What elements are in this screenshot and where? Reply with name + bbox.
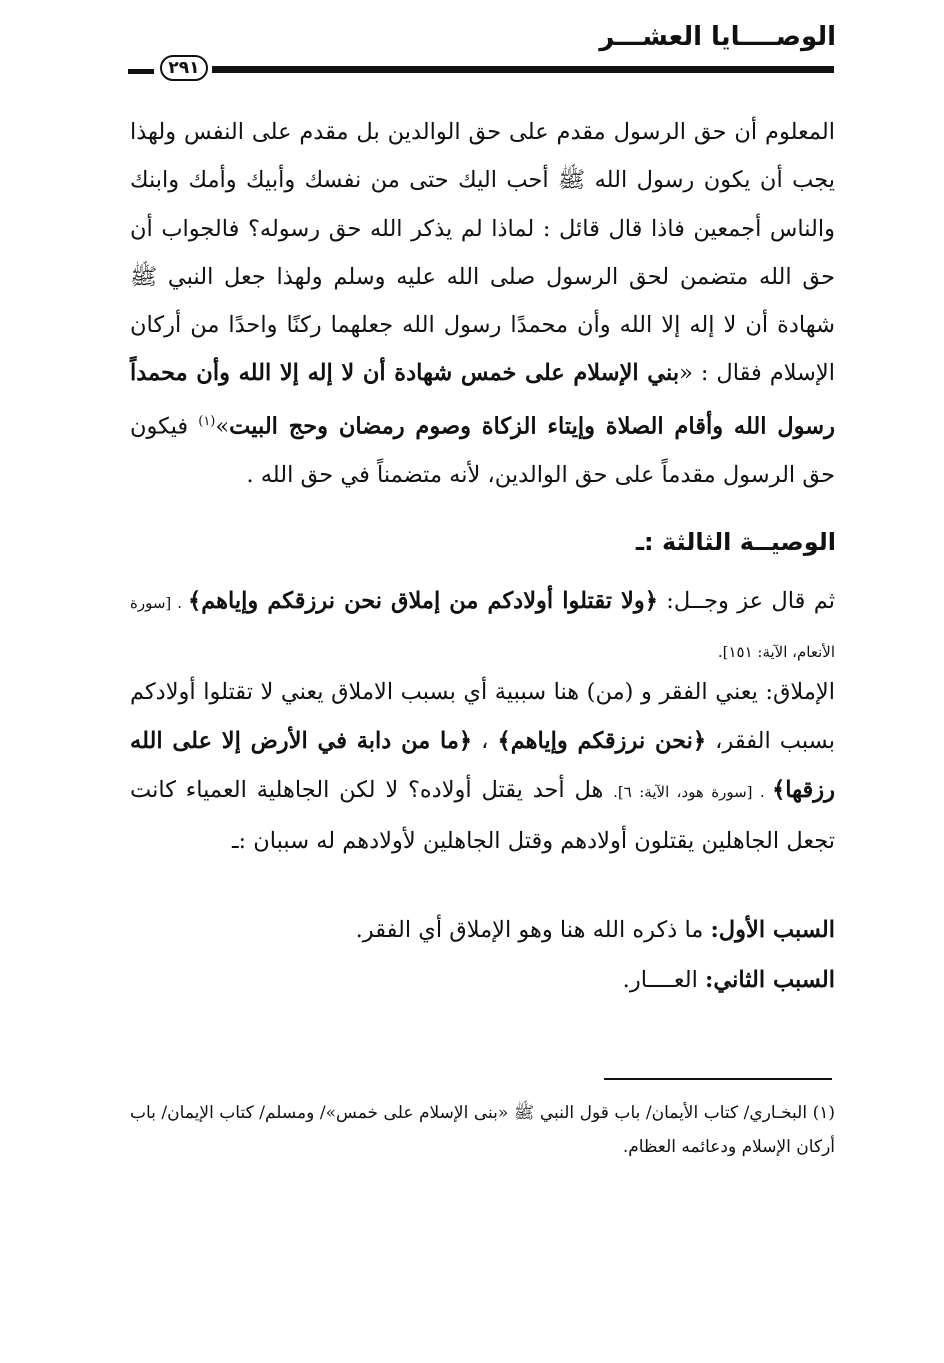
footnote-marker: (١) — [198, 413, 216, 429]
paragraph-3-separator: ، — [472, 728, 498, 754]
paragraph-3 — [130, 668, 835, 866]
verse-citation-2: . [سورة هود، الآية: ٦]. — [613, 783, 773, 801]
page-number: ٢٩١ — [160, 55, 208, 81]
footnote: (١) البخـاري/ كتاب الأيمان/ باب قول النبي ﷺ «بنى الإسلام على خمس»/ ومسلم/ كتاب الإيمان/ باب أركان الإسلام ودعائمه العظام. — [130, 1103, 835, 1157]
paragraph-2 — [130, 578, 835, 676]
quran-verse: ﴿ولا تقتلوا أولادكم من إملاق نحن نرزقكم وإياهم﴾ — [188, 588, 658, 614]
paragraph-3-text-1: الإملاق: يعني الفقر و (من) هنا سببية أي بسبب الاملاق يعني لا تقتلوا أولادكم بسبب الفقر، — [130, 679, 835, 754]
section-heading: الوصيــة الثالثة :ـ — [635, 528, 836, 556]
header-rule-right — [212, 66, 834, 73]
cause-2 — [130, 956, 835, 1004]
footnote-divider — [604, 1078, 832, 1080]
paragraph-1-text: المعلوم أن حق الرسول مقدم على حق الوالدين بل مقدم على النفس ولهذا يجب أن يكون رسول الله ﷺ أحب اليك حتى من نفسك وأبيك وأمك وابنك والناس أجمعين فاذا قال قائل : لماذا لم يذكر الله حق رسوله؟ فالجواب أن حق الله متضمن لحق الرسول صلى الله عليه وسلم ولهذا جعل النبي ﷺ شهادة أن لا إله إلا الله وأن محمدًا رسول الله جعلهما ركنًا واحدًا من أركان الإسلام فقال : « — [130, 119, 835, 387]
cause-1 — [130, 906, 835, 954]
quran-verse-2: ﴿ما من دابة في الأرض إلا على الله رزقها﴾ — [130, 728, 835, 803]
cause-2-label: السبب الثاني: — [705, 967, 835, 993]
paragraph-2-intro: ثم قال عز وجــل: — [657, 588, 835, 614]
paragraph-3-text-2: هل أحد يقتل أولاده؟ لا لكن الجاهلية العمياء كانت تجعل الجاهلين يقتلون أولادهم وقتل الجاهلين لأولادهم له سببان :ـ — [130, 777, 835, 854]
hadith-close-quote: » — [215, 413, 230, 440]
cause-1-label: السبب الأول: — [710, 917, 835, 943]
hadith-quote: بني الإسلام على خمس شهادة أن لا إله إلا الله وأن محمداً رسول الله وأقام الصلاة وإيتاء الزكاة وصوم رمضان وحج البيت — [130, 360, 835, 440]
quran-verse-1: ﴿نحن نرزقكم وإياهم﴾ — [497, 728, 707, 754]
verse-citation: . [سورة الأنعام، الآية: ١٥١]. — [130, 594, 835, 661]
cause-1-text: ما ذكره الله هنا وهو الإملاق أي الفقر. — [355, 917, 711, 943]
paragraph-1 — [130, 108, 835, 499]
cause-2-text: العــــار. — [622, 967, 706, 993]
header-rule-left — [128, 69, 154, 74]
running-title: الوصــــايا العشـــر — [599, 22, 836, 52]
paragraph-1-conclusion: فيكون حق الرسول مقدماً على حق الوالدين، لأنه متضمناً في حق الله . — [130, 413, 835, 488]
